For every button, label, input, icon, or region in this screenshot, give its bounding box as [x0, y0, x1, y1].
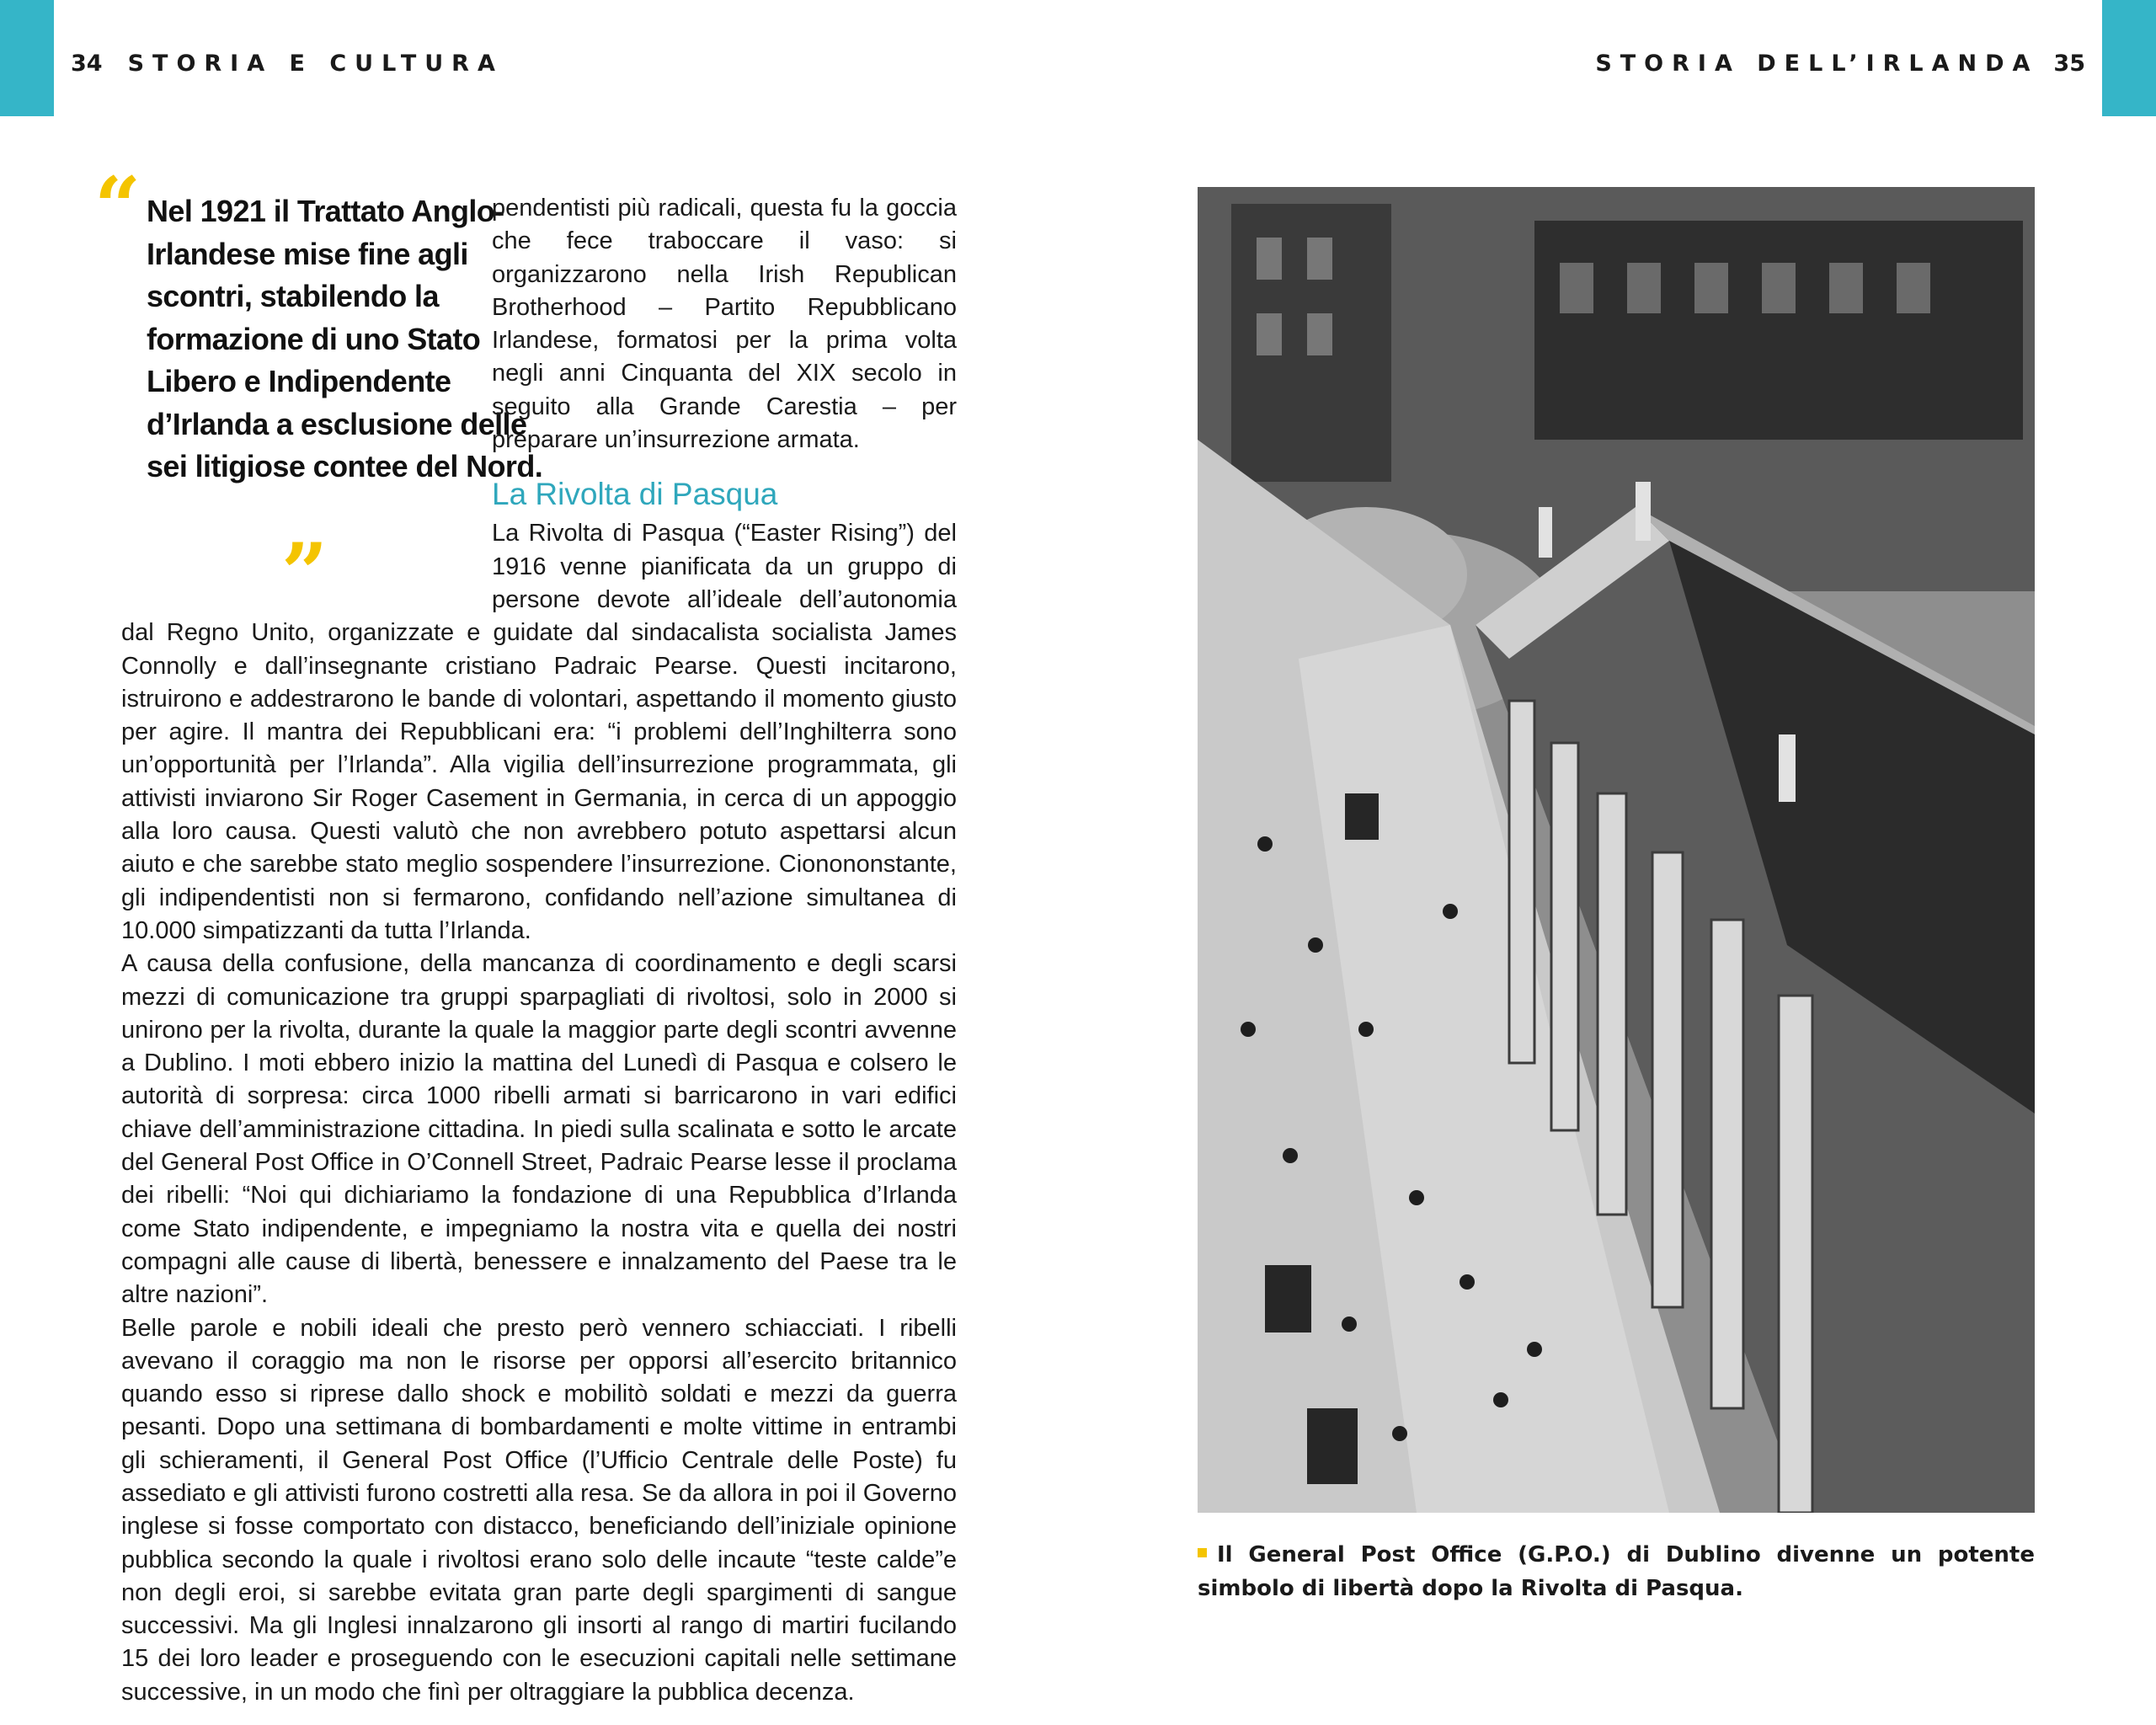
left-section-title: STORIA E CULTURA	[127, 51, 504, 77]
body-paragraph-2: A causa della confusione, della mancanza di coordinamento e degli scarsi mezzi di comunicazione tra gruppi sparpagliati di rivoltosi, solo in 2000 si unirono per la rivolta, durante la quale la maggior parte degli scontri avvenne a Dublino. I moti ebbero inizio la mattina del Lunedì di Pasqua e colsero le autorità di sorpresa: circa 1000 ribelli armati si barricarono in vari edifici chiave dell’amministrazione cittadina. In piedi sulla scalinata e sotto le arcate del General Post Office in O’Connell Street, Padraic Pearse lesse il proclama dei ribelli: “Noi qui dichiariamo la fondazione di una Repubblica d’Irlanda come Stato indipendente, e impegniamo la nostra vita e quella dei nostri compagni alle cause di libertà, benessere e innalzamento del Paese tra le altre nazioni”.	[121, 950, 957, 1309]
left-page-number: 34	[71, 51, 103, 77]
intro-paragraph: pendentisti più radicali, questa fu la goccia che fece traboccare il vaso: si organizzarono nella Irish Republican Brotherhood – Partito Repubblicano Irlandese, formatosi per la prima volta negli anni Cinquanta del XIX secolo in seguito alla Grande Carestia – per preparare un’insurrezione armata.	[492, 195, 957, 454]
right-page-number: 35	[2053, 51, 2085, 77]
right-section-title: STORIA DELL’IRLANDA	[1595, 51, 2039, 77]
caption-text: Il General Post Office (G.P.O.) di Dublino divenne un potente simbolo di libertà dopo la Rivolta di Pasqua.	[1198, 1542, 2035, 1601]
close-quote-icon: ”	[281, 526, 328, 621]
caption-bullet-icon	[1198, 1548, 1207, 1557]
left-page-tab	[0, 0, 54, 116]
body-paragraph-3: Belle parole e nobili ideali che presto però vennero schiacciati. I ribelli avevano il coraggio ma non le risorse per opporsi all’esercito britannico quando esso si riprese dallo shock e mobilitò soldati e mezzi da guerra pesanti. Dopo una settimana di bombardamenti e molte vittime in entrambi gli schieramenti, il General Post Office (l’Ufficio Centrale delle Poste) fu assediato e gli attivisti furono costretti alla resa. Se da allora in poi il Governo inglese si fosse comportato con distacco, beneficiando dell’iniziale opinione pubblica secondo la quale i rivoltosi erano solo delle incaute “teste calde”e non degli eroi, si sarebbe evitata gran parte degli spargimenti di sangue successivi. Ma gli Inglesi innalzarono gli insorti al rango di martiri fucilando 15 dei loro leader e proseguendo con le esecuzioni capitali nelle settimane successive, in un modo che finì per oltraggiare la pubblica decenza.	[121, 1314, 957, 1706]
article-body	[121, 192, 957, 1709]
body-paragraph-1: La Rivolta di Pasqua (“Easter Rising”) del 1916 venne pianificata da un gruppo di persone devote all’ideale dell’autonomia dal Regno Unito, organizzate e guidate dal sindacalista socialista James Connolly e dall’insegnante cristiano Padraic Pearse. Questi incitarono, istruirono e addestrarono le bande di volontari, aspettando il momento giusto per agire. Il mantra dei Repubblicani era: “i problemi dell’Inghilterra sono un’opportunità per l’Irlanda”. Alla vigilia dell’insurrezione programmata, gli attivisti inviarono Sir Roger Casement in Germania, in cerca di un appoggio alla loro causa. Questi valutò che non avrebbero potuto aspettarsi alcun aiuto e che sarebbe stato meglio sospendere l’insurrezione. Cionononstante, gli indipendentisti non si fermarono, confidando nell’azione simultanea di 10.000 simpatizzanti da tutta l’Irlanda.	[121, 520, 957, 944]
photo-caption	[1198, 1538, 2035, 1605]
right-running-head	[1595, 47, 2085, 81]
pull-quote-text: Nel 1921 il Trattato Anglo-Irlandese mise fine agli scontri, stabilendo la formazione di uno Stato Libero e Indipendente d’Irlanda a esclusione delle sei litigiose contee del Nord.	[147, 194, 543, 483]
right-page-tab	[2102, 0, 2156, 116]
pull-quote-space	[121, 192, 492, 586]
open-quote-icon: “	[94, 159, 141, 254]
left-running-head	[71, 47, 504, 81]
gpo-dublin-photo	[1198, 187, 2035, 1513]
section-heading: La Rivolta di Pasqua	[492, 477, 778, 512]
